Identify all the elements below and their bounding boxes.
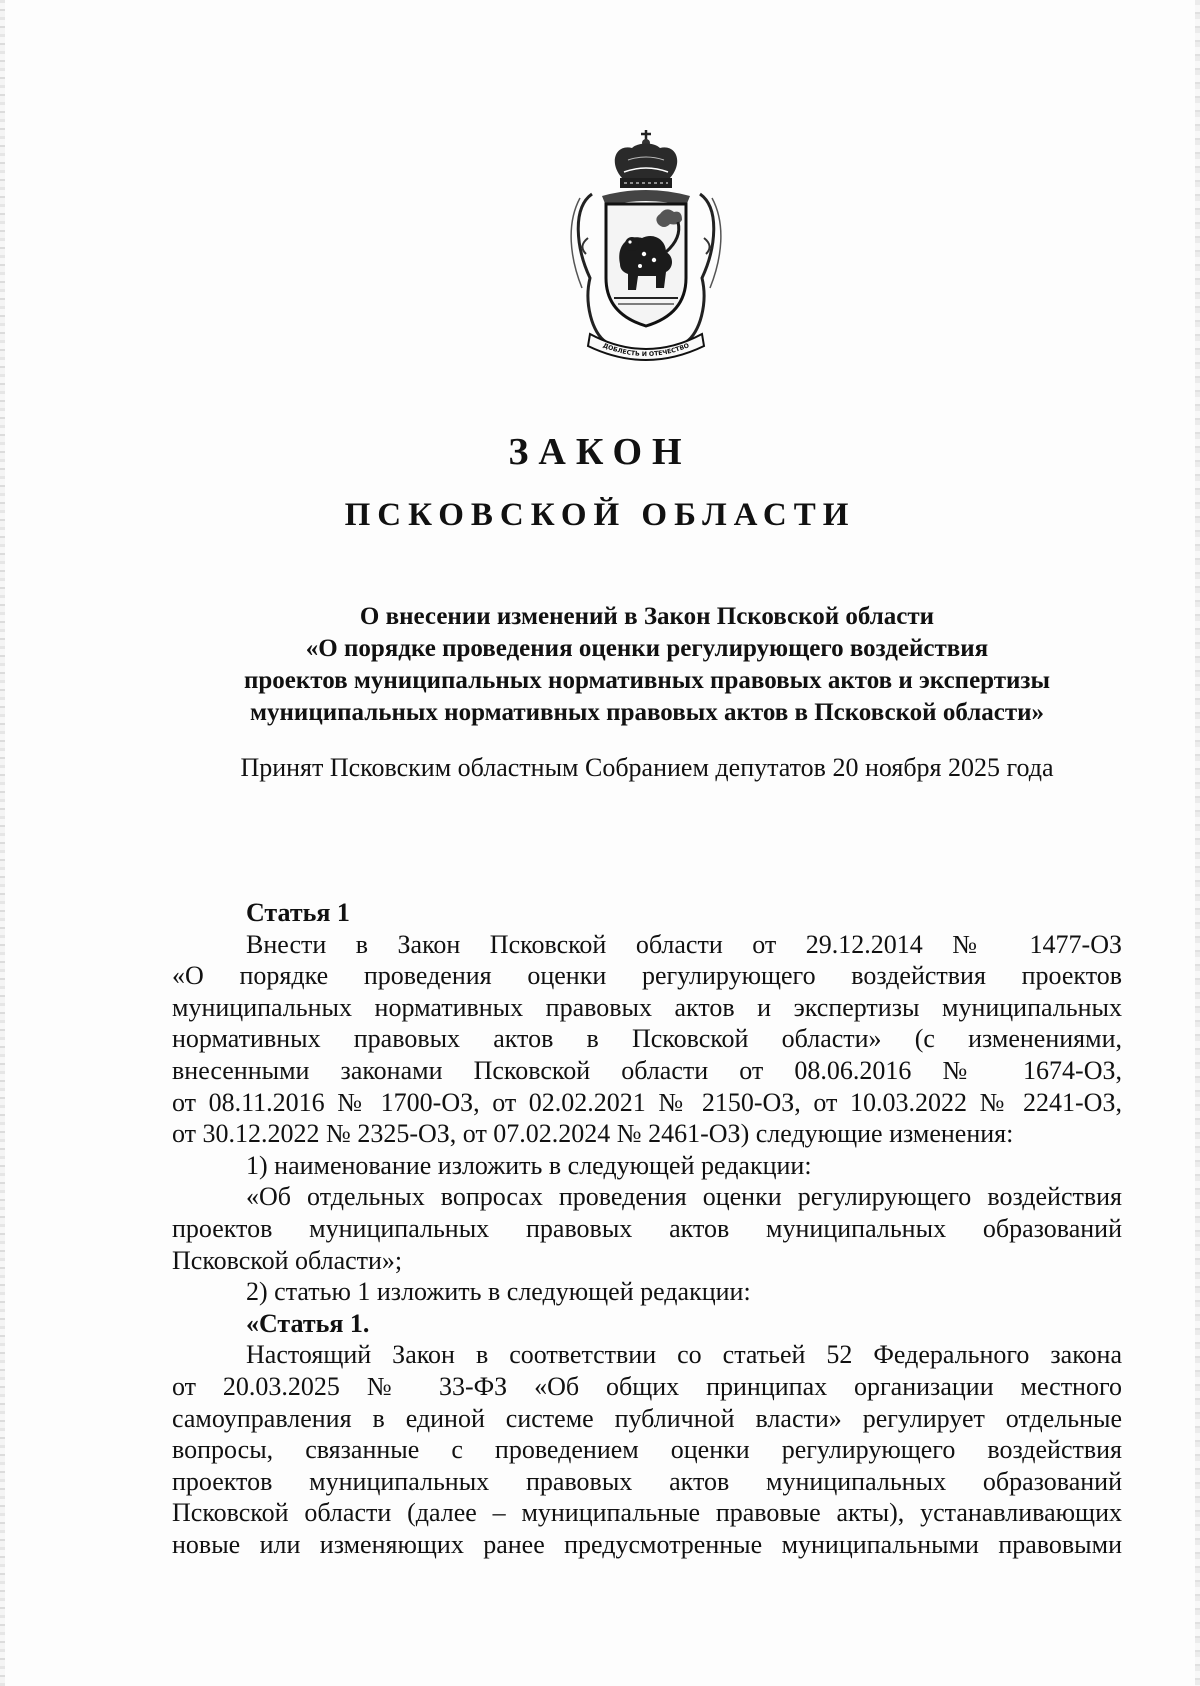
coat-of-arms xyxy=(562,128,730,364)
heading-line: проектов муниципальных нормативных правовых актов и экспертизы xyxy=(243,667,1050,694)
law-heading xyxy=(172,601,1122,729)
coat-of-arms-icon xyxy=(562,128,730,364)
heading-line: О внесении изменений в Закон Псковской области xyxy=(359,603,935,630)
item-1-text-line: Псковской области»; xyxy=(172,1245,403,1275)
item-1-text-line: проектов муниципальных правовых актов муниципальных образований xyxy=(172,1213,1122,1243)
quoted-article-line: от 20.03.2025 № 33-ФЗ «Об общих принципах организации местного xyxy=(172,1371,1122,1401)
paragraph-line: Внести в Закон Псковской области от 29.12.2014 № 1477-ОЗ xyxy=(246,929,1122,959)
heading-line: муниципальных нормативных правовых актов в Псковской области» xyxy=(249,699,1045,726)
ribbon-motto-curved: ДОБЛЕСТЬ И ОТЕЧЕСТВО xyxy=(601,342,691,359)
item-2-intro: 2) статью 1 изложить в следующей редакции: xyxy=(246,1277,751,1307)
quoted-article-line: самоуправления в единой системе публичной власти» регулирует отдельные xyxy=(172,1403,1122,1433)
item-1-intro: 1) наименование изложить в следующей редакции: xyxy=(246,1150,812,1180)
scan-edge-right xyxy=(1195,0,1200,1686)
adoption-note: Принят Псковским областным Собранием депутатов 20 ноября 2025 года xyxy=(240,753,1054,782)
region-title: ПСКОВСКОЙ ОБЛАСТИ xyxy=(344,497,856,533)
paragraph-line: внесенными законами Псковской области от 08.06.2016 № 1674-ОЗ, xyxy=(172,1055,1122,1085)
quoted-article-line: новые или изменяющих ранее предусмотренные муниципальными правовыми xyxy=(172,1529,1122,1559)
quoted-article-line: Настоящий Закон в соответствии со статьей 52 Федерального закона xyxy=(246,1340,1122,1370)
scan-edge-left xyxy=(0,0,5,1686)
quoted-article-title: «Статья 1. xyxy=(246,1308,370,1338)
article-1 xyxy=(172,897,1122,1560)
quoted-article-line: Псковской области (далее – муниципальные правовые акты), устанавливающих xyxy=(172,1498,1122,1528)
paragraph-line: от 08.11.2016 № 1700-ОЗ, от 02.02.2021 № 2150-ОЗ, от 10.03.2022 № 2241-ОЗ, xyxy=(172,1087,1122,1117)
paragraph-line: муниципальных нормативных правовых актов и экспертизы муниципальных xyxy=(172,992,1122,1022)
heading-line: «О порядке проведения оценки регулирующего воздействия xyxy=(305,635,989,662)
quoted-article-line: вопросы, связанные с проведением оценки регулирующего воздействия xyxy=(172,1435,1122,1465)
paragraph-line: «О порядке проведения оценки регулирующего воздействия проектов xyxy=(172,961,1122,991)
article-title: Статья 1 xyxy=(246,898,350,927)
paragraph-line: нормативных правовых актов в Псковской области» (с изменениями, xyxy=(172,1024,1122,1054)
document-type-title: ЗАКОН xyxy=(508,431,692,473)
quoted-article-line: проектов муниципальных правовых актов муниципальных образований xyxy=(172,1466,1122,1496)
item-1-text-line: «Об отдельных вопросах проведения оценки регулирующего воздействия xyxy=(246,1182,1122,1212)
paragraph-line: от 30.12.2022 № 2325-ОЗ, от 07.02.2024 № 2461-ОЗ) следующие изменения: xyxy=(172,1119,1014,1149)
